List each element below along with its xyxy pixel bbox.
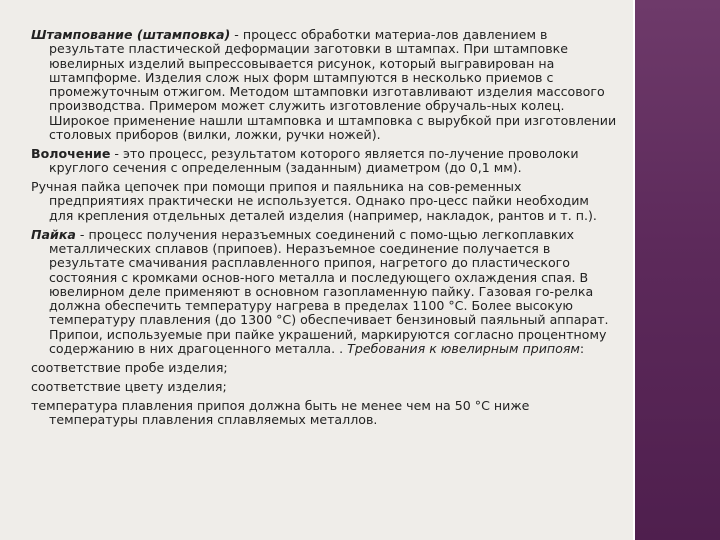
requirement-text: соответствие пробе изделия; — [31, 359, 228, 375]
paragraph-manual-soldering — [31, 180, 617, 223]
term-drawing: Волочение — [31, 145, 111, 161]
paragraph-drawing — [31, 147, 617, 176]
solder-requirements-heading: Требования к ювелирным припоям — [347, 341, 580, 357]
paragraph-text: Ручная пайка цепочек при помощи припоя и паяльника на сов-ременных предприятиях практически не используется. Однако про-цесс пайки необходим для крепления отдельных деталей изделия (например, накладок, рантов и т. п.). — [31, 179, 597, 223]
paragraph-text: - это процесс, результатом которого является по-лучение проволоки круглого сечения с определенным (заданным) диаметром (до 0,1 мм). — [49, 145, 579, 176]
requirement-item — [31, 361, 617, 375]
decorative-sidebar — [635, 0, 720, 540]
paragraph-text: - процесс обработки материа-лов давлением в результате пластической деформации заготовки в штампах. При штамповке ювелирных изделий выпрессовывается рисунок, который выгравирован на штампформе. Изделия слож ных форм штампуются в несколько приемов с промежуточным отжигом. Методом штамповки изготавливают изделия массового производства. Примером может служить изготовление обручаль-ных колец. Широкое применение нашли штамповка и штамповка с вырубкой при изготовлении столовых приборов (вилки, ложки, ручки ножей). — [49, 27, 617, 143]
paragraph-stamping — [31, 28, 617, 142]
term-stamping: Штампование (штамповка) — [31, 27, 231, 42]
paragraph-text: - процесс получения неразъемных соединений с помо-щью легкоплавких металлических сплавов (припоев). Неразъемное соединение получается в результате смачивания расплавленного припоя, нагретого до пластического состояния с кромками основ-ного металла и последующего охлаждения спая. В ювелирном деле применяют в основном газопламенную пайку. Газовая го-релка должна обеспечить температуру нагрева в пределах 1100 °С. Более высокую температуру плавления (до 1300 °С) обеспечивает бензиновый паяльный аппарат. Припои, используемые при пайке украшений, маркируются согласно процентному содержанию в них драгоценного металла. . — [49, 226, 609, 357]
requirement-text: соответствие цвету изделия; — [31, 378, 227, 394]
term-soldering: Пайка — [31, 226, 76, 242]
requirement-text: температура плавления припоя должна быть не менее чем на 50 °С ниже температуры плавления сплавляемых металлов. — [31, 397, 530, 427]
requirement-item — [31, 399, 617, 428]
paragraph-soldering — [31, 228, 617, 357]
requirement-item — [31, 380, 617, 394]
paragraph-tail: : — [579, 341, 585, 357]
slide-body — [31, 28, 617, 432]
